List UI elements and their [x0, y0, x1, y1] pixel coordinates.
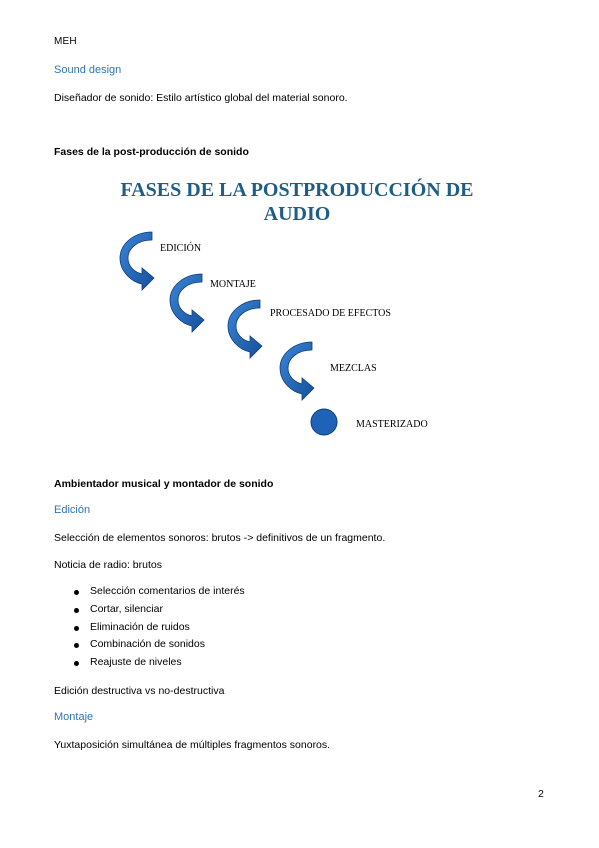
curved-arrow-icon — [120, 232, 154, 290]
page-number: 2 — [538, 788, 544, 800]
list-item-text: Reajuste de niveles — [90, 656, 182, 669]
list-item — [72, 603, 245, 621]
list-item-text: Eliminación de ruidos — [90, 620, 190, 633]
bullet-icon — [74, 608, 79, 613]
edicion-text: Selección de elementos sonoros: brutos -> definitivos de un fragmento. — [54, 532, 386, 544]
step-label-mezclas: MEZCLAS — [330, 363, 377, 374]
bullet-icon — [74, 626, 79, 631]
fases-heading: Fases de la post-producción de sonido — [54, 146, 249, 158]
sound-design-text: Diseñador de sonido: Estilo artístico global del material sonoro. — [54, 92, 348, 104]
montaje-text: Yuxtaposición simultánea de múltiples fragmentos sonoros. — [54, 739, 331, 751]
bullet-icon — [74, 661, 79, 666]
bullet-icon — [74, 590, 79, 595]
curved-arrow-icon — [170, 274, 204, 332]
curved-arrow-icon — [280, 342, 314, 400]
list-item — [72, 638, 245, 656]
bullet-icon — [74, 643, 79, 648]
postproduction-phases-diagram — [0, 170, 599, 445]
sound-design-heading: Sound design — [54, 64, 122, 76]
list-item — [72, 621, 245, 639]
document-header: MEH — [54, 36, 77, 47]
list-item-text: Combinación de sonidos — [90, 638, 205, 651]
list-item — [72, 656, 245, 674]
list-item — [72, 585, 245, 603]
edicion-heading: Edición — [54, 504, 91, 516]
step-label-masterizado: MASTERIZADO — [356, 419, 428, 430]
edicion-bullet-list — [72, 585, 245, 674]
step-label-procesado: PROCESADO DE EFECTOS — [270, 308, 391, 319]
list-item-text: Cortar, silenciar — [90, 602, 163, 615]
noticia-text: Noticia de radio: brutos — [54, 559, 162, 571]
step-label-edicion: EDICIÓN — [160, 243, 202, 254]
final-step-circle — [311, 409, 337, 435]
montaje-heading: Montaje — [54, 711, 94, 723]
ambientador-heading: Ambientador musical y montador de sonido — [54, 478, 274, 490]
diagram-title-line2: AUDIO — [263, 203, 331, 225]
list-item-text: Selección comentarios de interés — [90, 585, 245, 597]
step-label-montaje: MONTAJE — [210, 279, 256, 290]
curved-arrow-icon — [228, 300, 262, 358]
diagram-title-line1: FASES DE LA POSTPRODUCCIÓN DE — [120, 179, 474, 201]
edicion-destructiva-text: Edición destructiva vs no-destructiva — [54, 685, 225, 697]
